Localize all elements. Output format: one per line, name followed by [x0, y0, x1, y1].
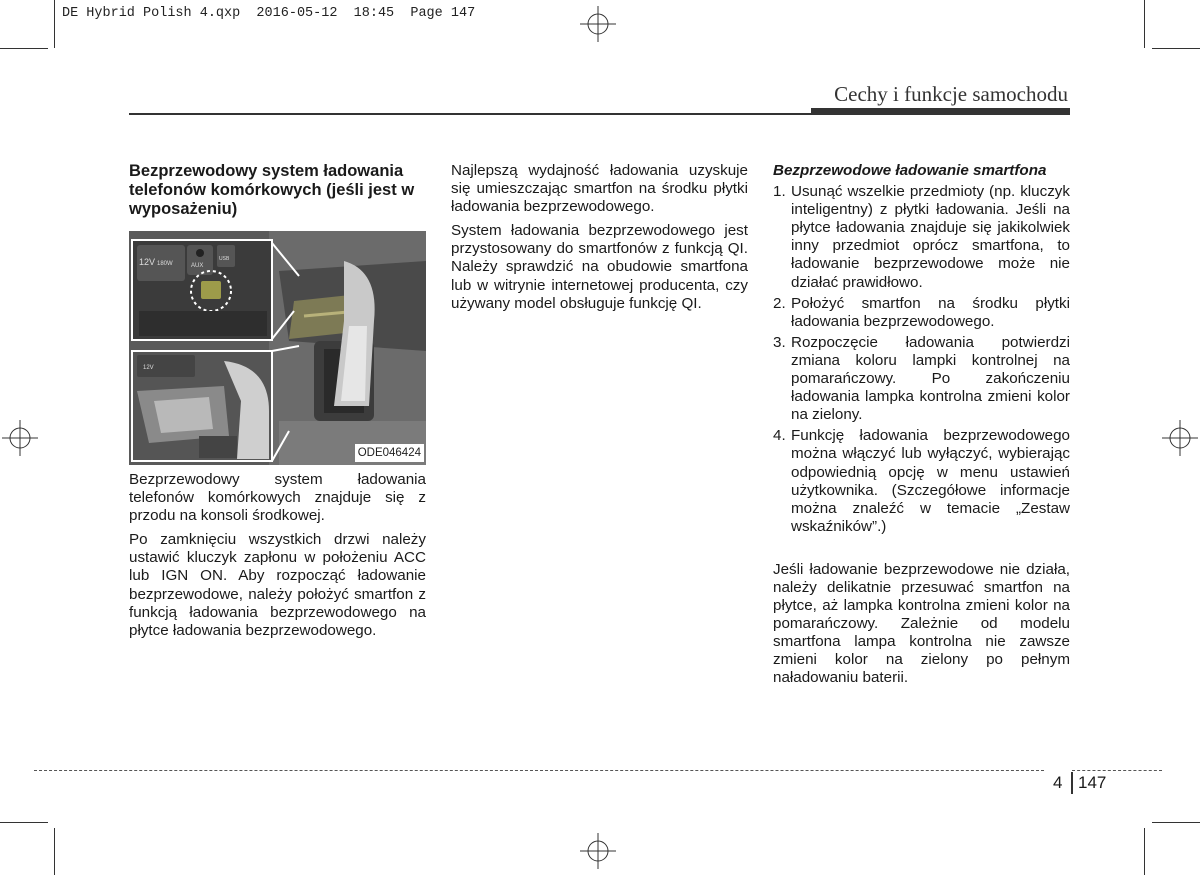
section-title: Cechy i funkcje samochodu — [834, 82, 1068, 106]
step-text: Rozpoczęcie ładowania potwierdzi zmiana koloru lampki kontrolnej na pomarańczowy. Po zakończeniu ładowania lampka kontrolna zmieni kolor na zielony. — [791, 333, 1070, 424]
paragraph: Po zamknięciu wszystkich drzwi należy ustawić kluczyk zapłonu w położeniu ACC lub IGN ON. Aby rozpocząć ładowanie bezprzewodowe, należy położyć smartfon z funkcją ładowania bezprzewodowego na płytce ładowania bezprzewodowego. — [129, 531, 426, 639]
print-slug: DE Hybrid Polish 4.qxp 2016-05-12 18:45 Page 147 — [62, 6, 476, 21]
chapter-number: 4 — [1053, 773, 1063, 792]
crop-mark — [54, 828, 55, 875]
column-right — [773, 162, 1070, 694]
list-item — [773, 183, 1070, 292]
page-number: 147 — [1078, 773, 1107, 792]
paragraph: Najlepszą wydajność ładowania uzyskuje się umieszczając smartfon na środku płytki ładowania bezprzewodowego. — [451, 162, 748, 216]
step-number: 2. — [773, 294, 786, 312]
paragraph: System ładowania bezprzewodowego jest przystosowany do smartfonów z funkcją QI. Należy sprawdzić na obudowie smartfona lub w witrynie internetowej producenta, czy używany model obsługuje funkcję QI. — [451, 222, 748, 312]
console-figure — [129, 231, 426, 465]
footer-rule — [1072, 770, 1162, 771]
crop-mark — [0, 48, 48, 49]
list-item — [773, 427, 1070, 536]
subsection-heading: Bezprzewodowe ładowanie smartfona — [773, 162, 1047, 179]
registration-mark-icon — [2, 420, 38, 456]
crop-mark — [0, 822, 48, 823]
list-item — [773, 295, 1070, 331]
registration-mark-icon — [1162, 420, 1198, 456]
page-number-separator — [1071, 772, 1073, 794]
label-12v: 12V — [139, 257, 156, 267]
column-left — [129, 162, 426, 646]
steps-list — [773, 183, 1070, 536]
wireless-charger-illustration — [129, 231, 426, 465]
crop-mark — [54, 0, 55, 48]
figure-code: ODE046424 — [355, 444, 424, 462]
step-number: 3. — [773, 333, 786, 351]
header-rule — [129, 113, 811, 115]
crop-mark — [1152, 822, 1200, 823]
crop-mark — [1152, 48, 1200, 49]
registration-mark-icon — [580, 6, 616, 42]
paragraph: Bezprzewodowy system ładowania telefonów komórkowych znajduje się z przodu na konsoli środkowej. — [129, 471, 426, 525]
crop-mark — [1144, 0, 1145, 48]
footer-rule — [34, 770, 1044, 771]
registration-mark-icon — [580, 833, 616, 869]
crop-mark — [1144, 828, 1145, 875]
column-middle — [451, 162, 748, 319]
label-aux: AUX — [191, 263, 204, 269]
step-number: 1. — [773, 183, 786, 201]
step-text: Położyć smartfon na środku płytki ładowania bezprzewodowego. — [791, 294, 1070, 330]
step-text: Usunąć wszelkie przedmioty (np. kluczyk inteligentny) z płytki ładowania. Jeśli na płytce ładowania znajduje się jakikolwiek inny przedmiot oprócz smartfona, to ładowanie bezprzewodowe może nie działać prawidłowo. — [791, 183, 1070, 291]
label-usb: USB — [219, 256, 230, 262]
step-number: 4. — [773, 427, 786, 445]
note-paragraph: Jeśli ładowanie bezprzewodowe nie działa, należy delikatnie przesuwać smartfon na płytce, aż lampka kontrolna zmieni kolor na pomarańczowy. Zależnie od modelu smartfona lampa kontrolna nie zawsze zmieni kolor na zielony po pełnym naładowaniu baterii. — [773, 560, 1070, 687]
svg-text:12V: 12V — [143, 365, 154, 371]
step-text: Funkcję ładowania bezprzewodowego można włączyć lub wyłączyć, wybierając odpowiednią opcję w menu ustawień użytkownika. (Szczegółowe informacje można znaleźć w temacie „Zestaw wskaźników”.) — [791, 427, 1070, 535]
label-180w: 180W — [157, 261, 173, 267]
header-rule-bar — [811, 108, 1070, 115]
section-heading: Bezprzewodowy system ładowania telefonów komórkowych (jeśli jest w wyposażeniu) — [129, 162, 415, 218]
list-item — [773, 334, 1070, 424]
